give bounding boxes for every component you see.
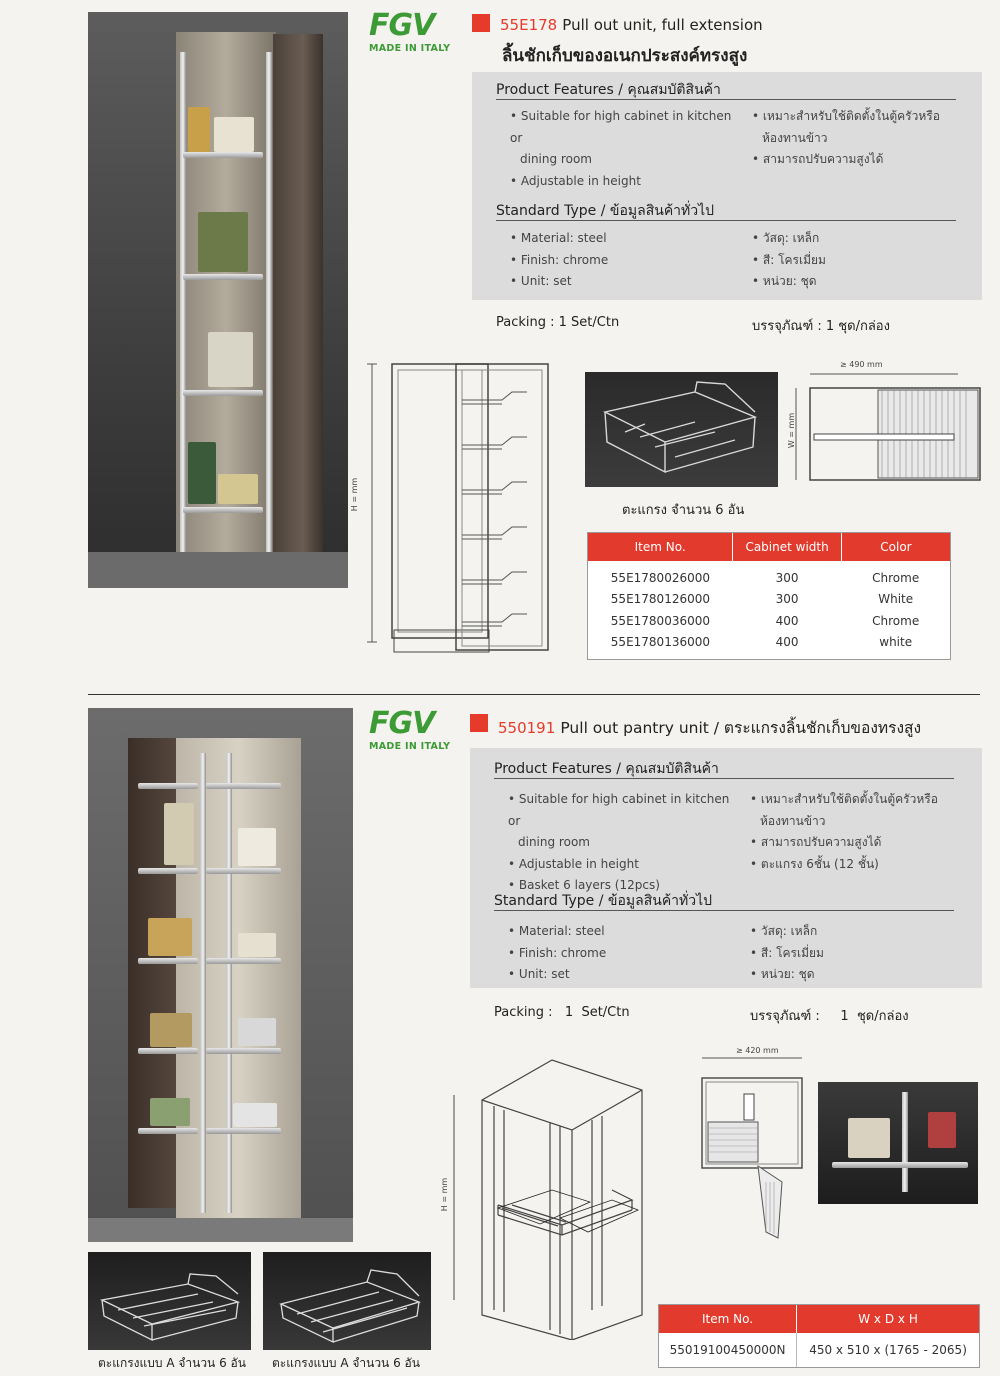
standard-list-th [752,228,972,293]
list-item: • วัสดุ: เหล็ก [750,924,818,938]
fgv-logo [369,706,459,752]
column-header: Item No. [588,533,733,561]
column-header: Color [841,533,950,561]
list-item: • Material: steel [508,924,605,938]
list-item: • Unit: set [510,274,572,288]
features-list-th [750,789,975,875]
dimension-width: ≥ 420 mm [736,1046,779,1055]
plan-drawing [782,360,982,490]
list-item: dining room [518,835,590,849]
section-divider [88,694,980,695]
divider [496,99,956,100]
table-row: 55E1780036000 400 Chrome [610,613,920,628]
table-row: 55E1780136000 400 white [610,635,913,650]
packing-th: บรรจุภัณฑ์ : 1 ชุด/กล่อง [752,319,890,334]
features-list-en [510,106,740,192]
product-heading [498,715,921,740]
list-item: • Material: steel [510,231,607,245]
list-item: • สี: โครเมี่ยม [752,252,826,267]
detail-photo [818,1082,978,1204]
logo-tagline: MADE IN ITALY [369,43,451,54]
list-item: • หน่วย: ชุด [750,967,815,981]
product-photo-pantry-unit [88,708,353,1242]
basket-caption: ตะแกรง จำนวน 6 อัน [622,503,745,518]
standard-list-en [508,921,738,986]
divider [494,778,954,779]
product-photo-pull-out-unit [88,12,348,588]
list-item: • เหมาะสำหรับใช้ติดตั้งในตู้ครัวหรือ [752,109,940,123]
basket-a-photo [88,1252,251,1350]
list-item: dining room [520,152,592,166]
logo-tagline: MADE IN ITALY [369,741,451,752]
list-item: • สามารถปรับความสูงได้ [750,835,882,849]
table-row: 55E1780126000 300 White [610,592,914,607]
dimension-height: H = mm [350,477,360,512]
list-item: • สามารถปรับความสูงได้ [752,152,884,166]
basket-a2-photo [263,1252,431,1350]
table-row: 55E1780026000 300 Chrome [610,570,920,585]
red-square-icon [470,714,488,732]
basket-photo [585,372,778,487]
list-item: • สี: โครเมี่ยม [750,945,824,960]
basket-a2-caption: ตะแกรงแบบ A จำนวน 6 อัน [272,1356,420,1370]
list-item: • Adjustable in height [510,173,641,188]
list-item: ห้องทานข้าว [760,813,826,828]
list-item: • Finish: chrome [510,252,609,267]
standard-list-th [750,921,975,986]
product-title: Pull out pantry unit / ตระแกรงลิ้นชักเก็บของทรงสูง [560,719,922,737]
logo-mark: FGV [369,8,435,43]
list-item: • Unit: set [508,967,570,981]
features-list-en [508,789,738,897]
list-item: • หน่วย: ชุด [752,274,817,288]
divider [496,220,956,221]
list-item: • ตะแกรง 6ชั้น (12 ชั้น) [750,856,879,871]
list-item: • Suitable for high cabinet in kitchen or [510,109,732,145]
list-item: • วัสดุ: เหล็ก [752,231,820,245]
list-item: • Adjustable in height [508,856,639,871]
red-square-icon [472,14,490,32]
logo-mark: FGV [369,706,435,741]
product-heading [500,15,763,34]
elevation-drawing [350,360,577,660]
standard-title: Standard Type / ข้อมูลสินค้าทั่วไป [494,893,713,909]
list-item: • Suitable for high cabinet in kitchen or [508,792,730,828]
dimension-height: H = mm [440,1177,450,1212]
column-header: W x D x H [797,1305,979,1333]
column-header: Cabinet width [733,533,842,561]
product-code: 55E178 [500,16,558,34]
divider [494,910,954,911]
list-item: ห้องทานข้าว [762,130,828,145]
item-table [658,1304,980,1368]
plan-drawing [682,1042,812,1242]
product-title: Pull out unit, full extension [562,16,763,34]
table-row: 55019100450000N 450 x 510 x (1765 - 2065) [659,1333,979,1367]
packing-en: Packing : 1 Set/Ctn [494,1005,630,1020]
basket-a-caption: ตะแกรงแบบ A จำนวน 6 อัน [98,1356,246,1370]
features-list-th [752,106,972,171]
fgv-logo [369,8,459,54]
product-code: 550191 [498,719,556,737]
dimension-width: ≥ 490 mm [840,360,883,369]
standard-title: Standard Type / ข้อมูลสินค้าทั่วไป [496,203,715,219]
packing-th: บรรจุภัณฑ์ : 1 ชุด/กล่อง [750,1009,909,1024]
list-item: • Finish: chrome [508,945,607,960]
dimension-depth: W = mm [787,412,797,449]
standard-list-en [510,228,740,293]
packing-en: Packing : 1 Set/Ctn [496,315,620,330]
isometric-drawing [442,1040,660,1340]
features-title: Product Features / คุณสมบัติสินค้า [494,761,719,777]
list-item: • เหมาะสำหรับใช้ติดตั้งในตู้ครัวหรือ [750,792,938,806]
list-item: • Basket 6 layers (12pcs) [508,878,660,892]
product-thai-title: ลิ้นชักเก็บของอเนกประสงค์ทรงสูง [502,46,748,66]
features-title: Product Features / คุณสมบัติสินค้า [496,82,721,98]
column-header: Item No. [659,1305,797,1333]
item-table [587,532,951,660]
